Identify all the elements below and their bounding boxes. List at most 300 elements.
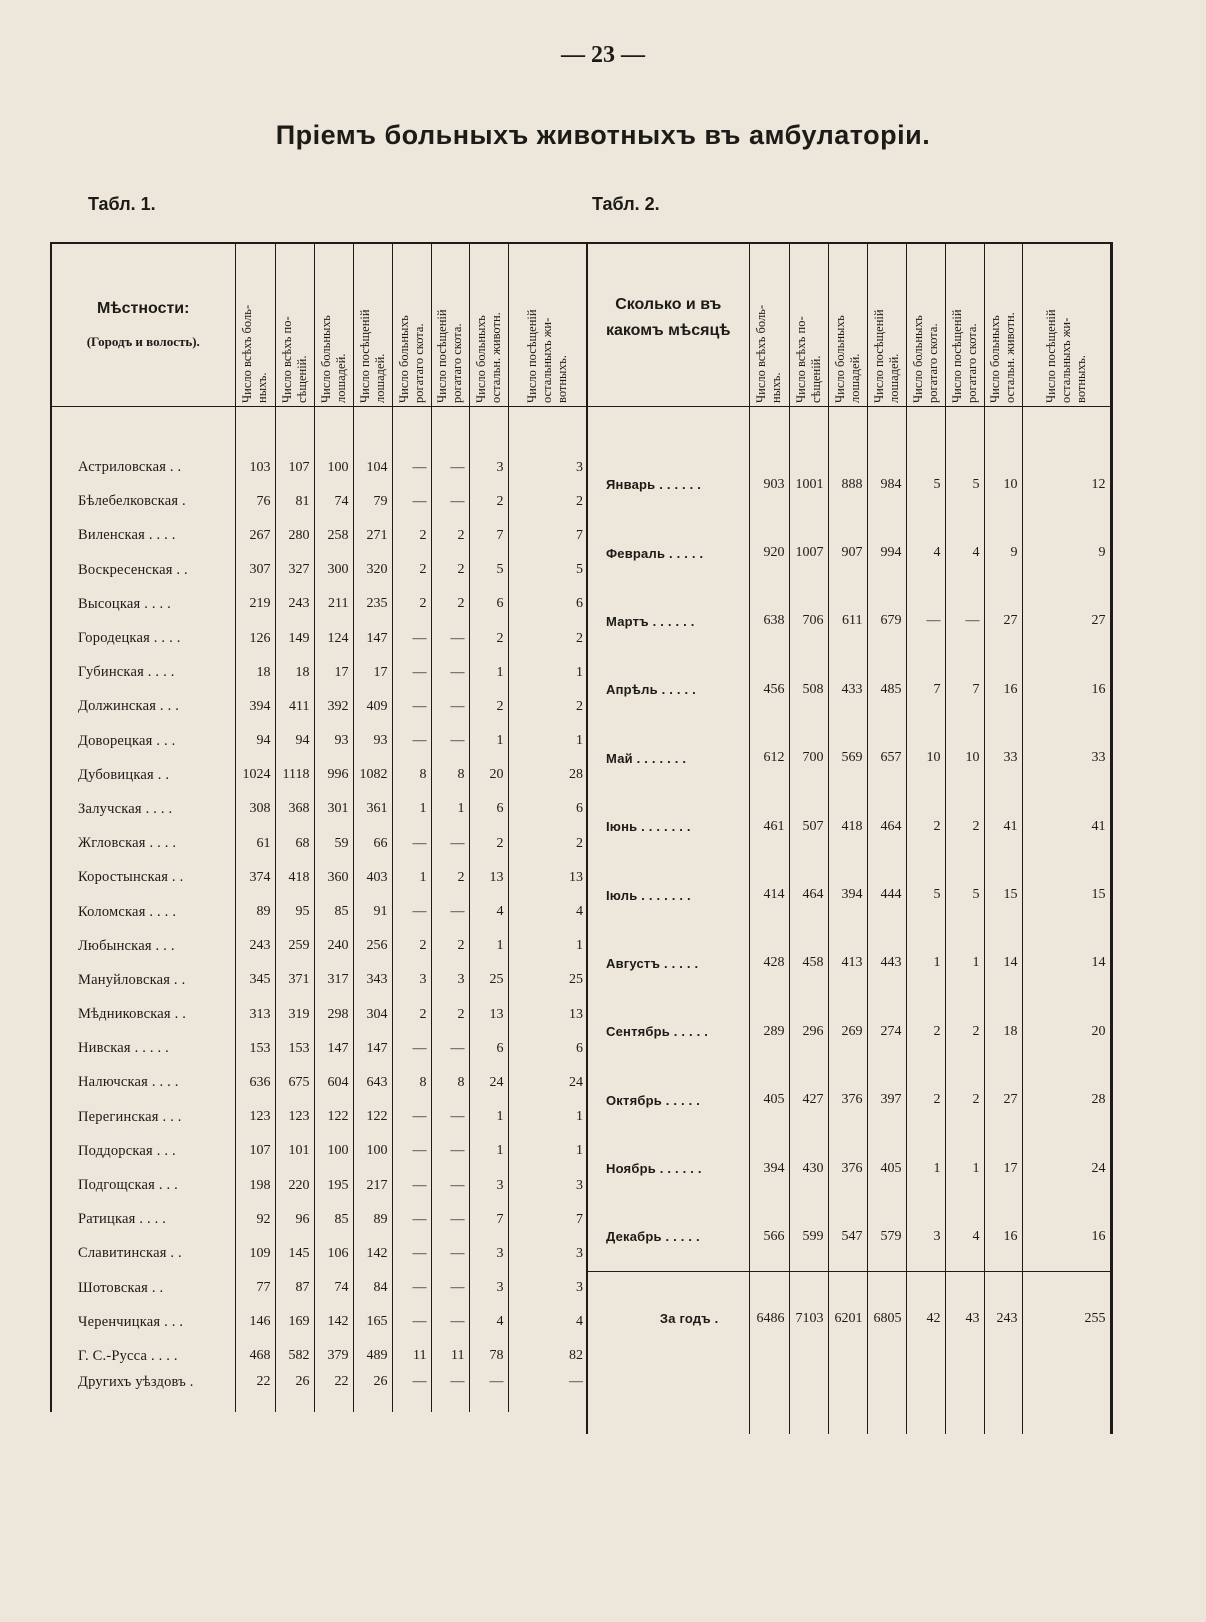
table1-cell: 403	[353, 861, 392, 895]
table1-cell: 2	[392, 519, 431, 553]
table1-cell: 7	[469, 1203, 508, 1237]
table1-cell: 81	[275, 485, 314, 519]
table1-cell: 68	[275, 827, 314, 861]
table1-cell: —	[431, 1100, 469, 1134]
table1-cell: 392	[314, 690, 353, 724]
table1-row-name: Черенчицкая . . .	[78, 1313, 184, 1330]
table1-cell: 3	[508, 1237, 587, 1271]
table1-cell: 94	[235, 724, 275, 758]
table1-cell: 2	[431, 587, 469, 621]
table1-row	[51, 587, 587, 621]
table2-cell: 579	[867, 1203, 906, 1271]
table2-cell: 464	[789, 861, 828, 929]
table1-cell: 243	[275, 587, 314, 621]
table1-row	[51, 998, 587, 1032]
table1-cell: —	[431, 485, 469, 519]
table1-cell: 2	[431, 929, 469, 963]
table2-cell: 2	[945, 1066, 984, 1134]
table1-cell: 2	[508, 827, 587, 861]
table1-cell: 1	[469, 1134, 508, 1168]
table1-cell: 2	[469, 827, 508, 861]
table1-row	[51, 895, 587, 929]
table1-cell: 604	[314, 1066, 353, 1100]
table1-cell: 280	[275, 519, 314, 553]
table1-row-name: Коростынская . .	[78, 869, 184, 886]
table1-cell: 643	[353, 1066, 392, 1100]
table1-row-name: Другихъ уѣздовъ .	[78, 1373, 194, 1390]
table2-cell: 16	[1022, 1203, 1111, 1271]
table1-cell: —	[431, 621, 469, 655]
table1-cell: 107	[275, 451, 314, 485]
table1-cell: 122	[314, 1100, 353, 1134]
table1-cell: 636	[235, 1066, 275, 1100]
table1-cell: 371	[275, 963, 314, 997]
table1-cell: 89	[353, 1203, 392, 1237]
table1-cell: 2	[469, 690, 508, 724]
table1-col-header: Число больныхъ лошадей.	[314, 243, 353, 407]
table1-cell: —	[431, 690, 469, 724]
table2-cell: 41	[1022, 792, 1111, 860]
table1-cell: 92	[235, 1203, 275, 1237]
table1-cell: 6	[508, 1032, 587, 1066]
table1-row-name: Высоцкая . . . .	[78, 595, 171, 612]
table1-cell: —	[392, 1134, 431, 1168]
table2-cell: 12	[1022, 451, 1111, 519]
table2-cell: 27	[984, 1066, 1022, 1134]
table2-total-row-name: За годъ .	[587, 1271, 749, 1366]
table2-cell: 414	[749, 861, 789, 929]
table2-cell: 24	[1022, 1134, 1111, 1202]
table2-row	[587, 724, 1111, 792]
table1-cell: —	[392, 1100, 431, 1134]
table2-cell: 888	[828, 451, 867, 519]
table1-cell: 1	[431, 792, 469, 826]
table1-row	[51, 724, 587, 758]
table1-cell: 66	[353, 827, 392, 861]
table1-cell: 100	[314, 451, 353, 485]
table1-cell: 327	[275, 553, 314, 587]
table1-cell: 142	[314, 1305, 353, 1339]
table1-cell: —	[431, 1271, 469, 1305]
table1-row	[51, 519, 587, 553]
table1-cell: —	[392, 827, 431, 861]
table2-row	[587, 519, 1111, 587]
table1-row	[51, 1203, 587, 1237]
table2-total-cell: 42	[906, 1271, 945, 1366]
table2-cell: 903	[749, 451, 789, 519]
table2-total-cell: 6486	[749, 1271, 789, 1366]
table1-row-name: Мануйловская . .	[78, 971, 186, 988]
table2-col-header: Число больныхъ остальн. животн.	[984, 243, 1022, 407]
table2-row-name: Сентябрь . . . . .	[587, 998, 749, 1066]
table1-cell: 109	[235, 1237, 275, 1271]
table2-cell: 2	[906, 792, 945, 860]
spacer-row	[51, 407, 587, 451]
table1-row	[51, 1339, 587, 1373]
table1-cell: 3	[508, 1271, 587, 1305]
table2-row	[587, 792, 1111, 860]
table1-cell: 103	[235, 451, 275, 485]
table1-cell: 101	[275, 1134, 314, 1168]
table2-row-name: Февраль . . . . .	[587, 519, 749, 587]
table2-cell: 394	[828, 861, 867, 929]
table2-cell: 9	[984, 519, 1022, 587]
table2-cell: 15	[984, 861, 1022, 929]
table1-cell: 11	[392, 1339, 431, 1373]
table2-label: Табл. 2.	[592, 194, 660, 214]
spacer-row	[587, 1366, 1111, 1434]
table1-cell: 418	[275, 861, 314, 895]
table1-cell: —	[431, 827, 469, 861]
table2-cell: 5	[906, 861, 945, 929]
table1-cell: 3	[469, 1271, 508, 1305]
table1-row	[51, 1032, 587, 1066]
table2-cell: 428	[749, 929, 789, 997]
table1-cell: 61	[235, 827, 275, 861]
table1-row-name: Перегинская . . .	[78, 1108, 182, 1125]
table1-row-name: Нивская . . . . .	[78, 1040, 170, 1057]
table1-cell: 6	[508, 792, 587, 826]
table1-cell: 675	[275, 1066, 314, 1100]
table2-row	[587, 656, 1111, 724]
table2-cell: 405	[749, 1066, 789, 1134]
table1-cell: 2	[431, 519, 469, 553]
table1-cell: —	[431, 1374, 469, 1412]
table1-cell: —	[431, 1203, 469, 1237]
table2-cell: 700	[789, 724, 828, 792]
table1-cell: 368	[275, 792, 314, 826]
table1-cell: 308	[235, 792, 275, 826]
table1-cell: 1118	[275, 758, 314, 792]
table1-cell: 307	[235, 553, 275, 587]
table1-cell: 1	[508, 724, 587, 758]
table1-cell: 74	[314, 485, 353, 519]
table2-cell: 1	[945, 1134, 984, 1202]
table1-cell: 25	[469, 963, 508, 997]
table1-cell: 8	[392, 758, 431, 792]
table2-cell: 7	[906, 656, 945, 724]
table2-col-header: Число всѣхъ по- сѣщеній.	[789, 243, 828, 407]
table1-cell: —	[392, 656, 431, 690]
table1-cell: 91	[353, 895, 392, 929]
table2-row-name: Августъ . . . . .	[587, 929, 749, 997]
table2-cell: 920	[749, 519, 789, 587]
table2-col-header: Число больныхъ лошадей.	[828, 243, 867, 407]
table1-cell: 5	[508, 553, 587, 587]
table1-row-name: Жгловская . . . .	[78, 835, 177, 852]
table1-row	[51, 929, 587, 963]
table2-cell: 1007	[789, 519, 828, 587]
table2-row	[587, 451, 1111, 519]
table2-cell: 1	[945, 929, 984, 997]
table2-col-header: Число посѣщеній рогатаго скота.	[945, 243, 984, 407]
table1-cell: 2	[469, 621, 508, 655]
table1-cell: —	[392, 895, 431, 929]
table1-row	[51, 963, 587, 997]
table1-cell: 18	[235, 656, 275, 690]
table2-cell: 4	[945, 519, 984, 587]
table1-cell: 8	[431, 1066, 469, 1100]
table2-cell: 569	[828, 724, 867, 792]
table1-col-header: Число больныхъ рогатаго скота.	[392, 243, 431, 407]
table1-row	[51, 1168, 587, 1202]
table2-cell: 5	[945, 451, 984, 519]
table1-cell: —	[392, 1168, 431, 1202]
table2-cell: 10	[945, 724, 984, 792]
table2-cell: 612	[749, 724, 789, 792]
table1-cell: 126	[235, 621, 275, 655]
table1-row-name: Мѣдниковская . .	[78, 1006, 187, 1023]
table2-cell: 289	[749, 998, 789, 1066]
table1-cell: —	[431, 724, 469, 758]
table1-cell: 147	[353, 621, 392, 655]
table1-cell: 1	[508, 929, 587, 963]
table1-cell: 85	[314, 895, 353, 929]
table2-cell: 508	[789, 656, 828, 724]
table1-cell: 3	[469, 1237, 508, 1271]
table2-col-header: Число посѣщеній лошадей.	[867, 243, 906, 407]
table2-row-name: Январь . . . . . .	[587, 451, 749, 519]
table2-cell: 566	[749, 1203, 789, 1271]
table1-cell: —	[392, 724, 431, 758]
table1-row-name: Доворецкая . . .	[78, 732, 176, 749]
table1-cell: 11	[431, 1339, 469, 1373]
table1-cell: 360	[314, 861, 353, 895]
table1-cell: 8	[431, 758, 469, 792]
table2-cell: 4	[906, 519, 945, 587]
table1-row-name: Поддорская . . .	[78, 1142, 176, 1159]
table1-cell: 145	[275, 1237, 314, 1271]
table1-cell: 271	[353, 519, 392, 553]
table1-cell: 258	[314, 519, 353, 553]
table2-row-name: Апрѣль . . . . .	[587, 656, 749, 724]
table2-cell: 376	[828, 1134, 867, 1202]
table2-cell: 33	[1022, 724, 1111, 792]
table1-cell: 26	[275, 1374, 314, 1412]
table2-cell: 458	[789, 929, 828, 997]
table1-cell: 87	[275, 1271, 314, 1305]
table1-cell: 468	[235, 1339, 275, 1373]
table2-total-row	[587, 1271, 1111, 1366]
table1-cell: 93	[314, 724, 353, 758]
table2-header-name	[587, 243, 749, 407]
table1-cell: 6	[469, 1032, 508, 1066]
table1-cell: 582	[275, 1339, 314, 1373]
table2-cell: —	[906, 587, 945, 655]
table1-cell: 146	[235, 1305, 275, 1339]
table1-cell: 2	[508, 621, 587, 655]
table1-cell: 195	[314, 1168, 353, 1202]
table1-cell: 5	[469, 553, 508, 587]
table1-cell: 374	[235, 861, 275, 895]
table2-total-cell: 43	[945, 1271, 984, 1366]
table2-col-header: Число посѣщеній остальныхъ жи- вотныхъ.	[1022, 243, 1111, 407]
table1-cell: 107	[235, 1134, 275, 1168]
table1-cell: 149	[275, 621, 314, 655]
table1-cell: —	[469, 1374, 508, 1412]
table1-cell: 6	[469, 587, 508, 621]
table1-cell: 345	[235, 963, 275, 997]
table1-col-header: Число посѣщеній лошадей.	[353, 243, 392, 407]
table1-cell: 4	[508, 1305, 587, 1339]
table2-cell: 28	[1022, 1066, 1111, 1134]
table1-cell: 3	[469, 451, 508, 485]
table1-cell: —	[431, 1305, 469, 1339]
table2-row-name: Іюнь . . . . . . .	[587, 792, 749, 860]
table1-cell: 243	[235, 929, 275, 963]
table1-cell: 100	[314, 1134, 353, 1168]
table1-cell: 1	[508, 656, 587, 690]
table2-cell: 2	[945, 792, 984, 860]
table1-row-name: Шотовская . .	[78, 1279, 164, 1296]
table1-cell: 7	[508, 1203, 587, 1237]
table1-row-name: Славитинская . .	[78, 1245, 182, 1262]
table1-row	[51, 792, 587, 826]
table1-label: Табл. 1.	[88, 194, 156, 214]
table2-col-header: Число больныхъ рогатаго скота.	[906, 243, 945, 407]
table2-months	[586, 242, 1113, 1434]
table1-row	[51, 861, 587, 895]
table2-row	[587, 1134, 1111, 1202]
table1-cell: 100	[353, 1134, 392, 1168]
table1-cell: 122	[353, 1100, 392, 1134]
table2-cell: 547	[828, 1203, 867, 1271]
table1-cell: 1	[469, 1100, 508, 1134]
table1-cell: 301	[314, 792, 353, 826]
table1-row	[51, 758, 587, 792]
table1-cell: 89	[235, 895, 275, 929]
table1-cell: —	[392, 1271, 431, 1305]
table1-cell: 169	[275, 1305, 314, 1339]
table1-row-name: Коломская . . . .	[78, 903, 177, 920]
table1-cell: 3	[508, 451, 587, 485]
table2-row	[587, 1066, 1111, 1134]
table1-cell: —	[431, 895, 469, 929]
table1-col-header: Число всѣхъ по- сѣщеній.	[275, 243, 314, 407]
table1-cell: 96	[275, 1203, 314, 1237]
table1-cell: 1	[469, 724, 508, 758]
table1-cell: —	[508, 1374, 587, 1412]
table1-cell: 93	[353, 724, 392, 758]
table1-row	[51, 1237, 587, 1271]
table1-cell: 74	[314, 1271, 353, 1305]
table1-cell: 25	[508, 963, 587, 997]
table2-row	[587, 998, 1111, 1066]
table1-cell: 22	[235, 1374, 275, 1412]
table2-cell: 14	[984, 929, 1022, 997]
table1-cell: 394	[235, 690, 275, 724]
table2-cell: 405	[867, 1134, 906, 1202]
table1-row	[51, 1305, 587, 1339]
table2-cell: 27	[984, 587, 1022, 655]
table1-header-name	[51, 243, 235, 407]
table2-cell: 10	[984, 451, 1022, 519]
table2-cell: 1001	[789, 451, 828, 519]
table1-cell: 18	[275, 656, 314, 690]
table2-header-line2: какомъ мѣсяцѣ	[605, 322, 731, 339]
table2-cell: 443	[867, 929, 906, 997]
table2-row	[587, 861, 1111, 929]
table1-cell: 240	[314, 929, 353, 963]
table1-cell: 22	[314, 1374, 353, 1412]
table1-col-header: Число посѣщеній остальныхъ жи- вотныхъ.	[508, 243, 587, 407]
table1-cell: 13	[508, 998, 587, 1032]
table2-cell: 2	[945, 998, 984, 1066]
table1-cell: 1	[392, 792, 431, 826]
table1-cell: 259	[275, 929, 314, 963]
table1-cell: 2	[508, 690, 587, 724]
table1-cell: —	[431, 656, 469, 690]
table1-row-name: Городецкая . . . .	[78, 630, 181, 647]
table2-cell: 3	[906, 1203, 945, 1271]
table1-cell: 317	[314, 963, 353, 997]
table2-cell: 2	[906, 998, 945, 1066]
table1-cell: —	[431, 1168, 469, 1202]
table1-cell: 142	[353, 1237, 392, 1271]
table1-row	[51, 690, 587, 724]
table1-row-name: Налючская . . . .	[78, 1074, 179, 1091]
table1-cell: 13	[469, 861, 508, 895]
table1-row-name: Любынская . . .	[78, 937, 175, 954]
table1-cell: 1	[392, 861, 431, 895]
table1-cell: 411	[275, 690, 314, 724]
table1-cell: 379	[314, 1339, 353, 1373]
table2-cell: 5	[906, 451, 945, 519]
table2-cell: 14	[1022, 929, 1111, 997]
table2-total-cell: 255	[1022, 1271, 1111, 1366]
table2-cell: 679	[867, 587, 906, 655]
table1-cell: 256	[353, 929, 392, 963]
table2-total-cell: 6805	[867, 1271, 906, 1366]
table1-cell: 147	[353, 1032, 392, 1066]
table2-cell: 994	[867, 519, 906, 587]
table1-cell: —	[392, 1305, 431, 1339]
table1-cell: 3	[508, 1168, 587, 1202]
table1-cell: 104	[353, 451, 392, 485]
table1-cell: 1	[508, 1134, 587, 1168]
table2-cell: 394	[749, 1134, 789, 1202]
table1-cell: 4	[469, 895, 508, 929]
table1-cell: 13	[508, 861, 587, 895]
table2-cell: 27	[1022, 587, 1111, 655]
table1-cell: —	[392, 621, 431, 655]
table2-cell: 413	[828, 929, 867, 997]
table1-cell: 165	[353, 1305, 392, 1339]
table1-cell: 304	[353, 998, 392, 1032]
table1-row	[51, 1374, 587, 1412]
table2-cell: 418	[828, 792, 867, 860]
table2-cell: 2	[906, 1066, 945, 1134]
table1-cell: 8	[392, 1066, 431, 1100]
table1-cell: 319	[275, 998, 314, 1032]
table2-cell: 907	[828, 519, 867, 587]
table1-cell: 217	[353, 1168, 392, 1202]
table2-cell: 41	[984, 792, 1022, 860]
table1-cell: —	[392, 1032, 431, 1066]
table1-cell: 123	[235, 1100, 275, 1134]
table2-cell: 33	[984, 724, 1022, 792]
table1-cell: 198	[235, 1168, 275, 1202]
table1-cell: —	[392, 451, 431, 485]
table1-cell: —	[431, 1134, 469, 1168]
table1-row	[51, 1271, 587, 1305]
table1-row	[51, 1100, 587, 1134]
table2-row	[587, 1203, 1111, 1271]
table1-cell: 95	[275, 895, 314, 929]
table2-cell: 16	[1022, 656, 1111, 724]
table1-cell: 219	[235, 587, 275, 621]
table2-cell: 16	[984, 1203, 1022, 1271]
